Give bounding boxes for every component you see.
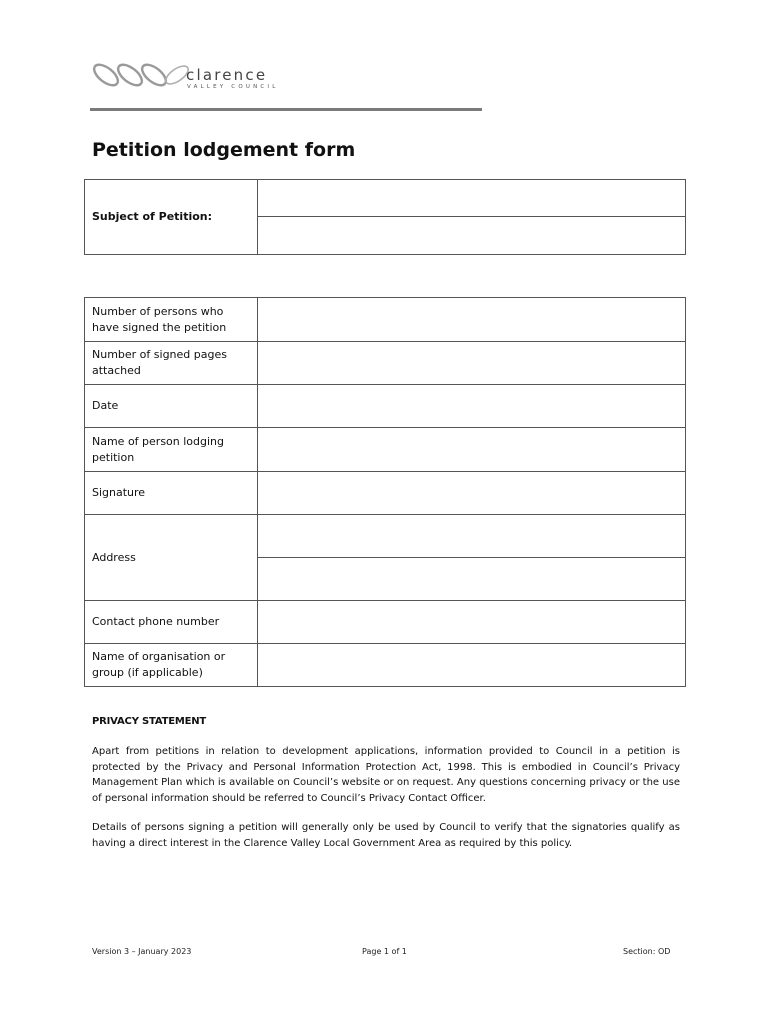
privacy-heading: PRIVACY STATEMENT (92, 716, 207, 727)
details-table (84, 297, 686, 687)
organisation-label: Name of organisation or group (if applicable) (85, 644, 258, 687)
subject-table (84, 179, 686, 255)
contact-phone-field[interactable] (258, 601, 686, 644)
contact-phone-label: Contact phone number (85, 601, 258, 644)
footer-version: Version 3 – January 2023 (92, 947, 192, 956)
subject-label: Subject of Petition: (85, 180, 258, 255)
signature-field[interactable] (258, 472, 686, 515)
form-row (85, 385, 686, 428)
privacy-paragraph-2: Details of persons signing a petition will generally only be used by Council to verify that the signatories qualify as having a direct interest in the Clarence Valley Local Government Area as required by this policy. (92, 822, 680, 849)
form-row (85, 472, 686, 515)
persons-signed-label: Number of persons who have signed the petition (85, 298, 258, 342)
persons-signed-field[interactable] (258, 298, 686, 342)
signature-label: Signature (85, 472, 258, 515)
address-field-line-2[interactable] (258, 558, 686, 601)
logo-subtitle: VALLEY COUNCIL (187, 84, 279, 90)
lodger-name-field[interactable] (258, 428, 686, 472)
date-field[interactable] (258, 385, 686, 428)
header-divider (90, 108, 482, 111)
lodger-name-label: Name of person lodging petition (85, 428, 258, 472)
logo-wordmark: clarence (186, 66, 268, 84)
page-title: Petition lodgement form (92, 139, 356, 161)
address-label: Address (85, 515, 258, 601)
form-row (85, 298, 686, 342)
date-label: Date (85, 385, 258, 428)
organisation-field[interactable] (258, 644, 686, 687)
form-row (85, 644, 686, 687)
subject-field-line-2[interactable] (258, 217, 686, 255)
subject-field-line-1[interactable] (258, 180, 686, 217)
form-row (85, 342, 686, 385)
footer-page-number: Page 1 of 1 (362, 947, 407, 956)
footer-section: Section: OD (623, 947, 671, 956)
address-field-line-1[interactable] (258, 515, 686, 558)
form-row (85, 428, 686, 472)
privacy-paragraph-1: Apart from petitions in relation to development applications, information provided to Council in a petition is protected by the Privacy and Personal Information Protection Act, 1998. This is embodied in Council’s Privacy Management Plan which is available on Council’s website or on request. Any questions concerning privacy or the use of personal information should be referred to Council’s Privacy Contact Officer. (92, 746, 680, 804)
subject-row-1 (85, 180, 686, 217)
pages-attached-label: Number of signed pages attached (85, 342, 258, 385)
pages-attached-field[interactable] (258, 342, 686, 385)
form-row (85, 601, 686, 644)
form-row (85, 515, 686, 558)
